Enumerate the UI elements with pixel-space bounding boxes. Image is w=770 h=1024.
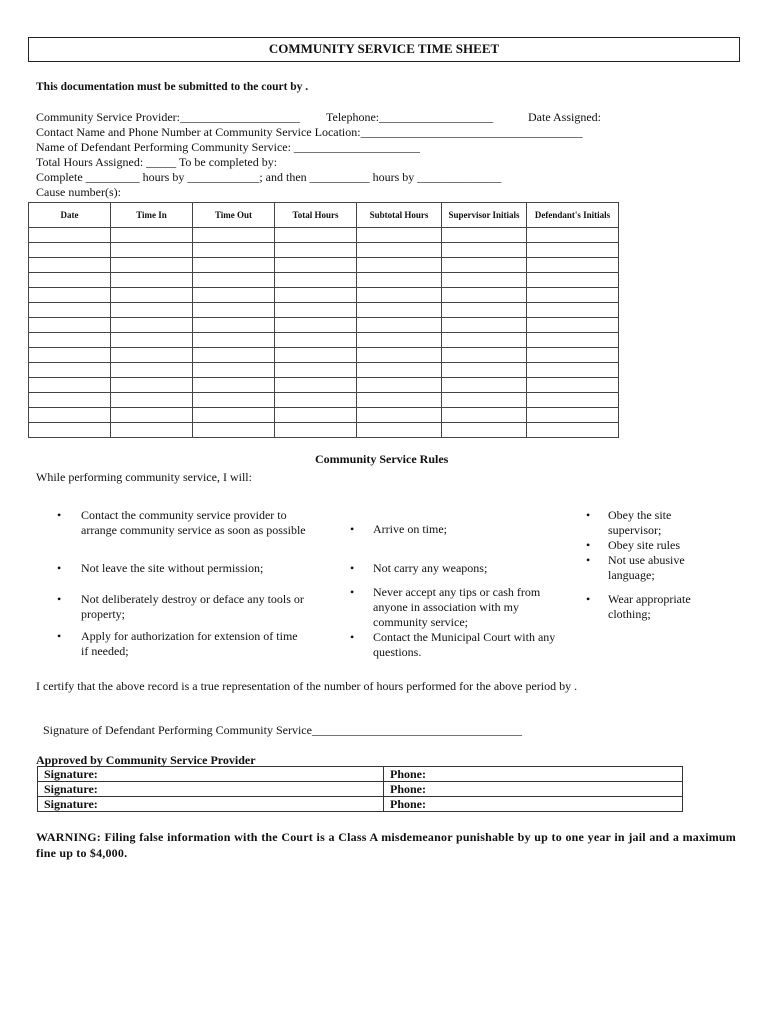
rule-text: Wear appropriate clothing; bbox=[608, 592, 691, 621]
rule-item bbox=[350, 585, 560, 630]
log-cell[interactable] bbox=[29, 288, 111, 303]
bullet-icon: • bbox=[350, 522, 355, 536]
log-cell[interactable] bbox=[275, 423, 357, 438]
log-cell[interactable] bbox=[29, 318, 111, 333]
log-cell[interactable] bbox=[275, 393, 357, 408]
log-cell[interactable] bbox=[442, 393, 527, 408]
header-time-out: Time Out bbox=[193, 203, 275, 228]
log-cell[interactable] bbox=[527, 303, 619, 318]
log-cell[interactable] bbox=[275, 378, 357, 393]
log-cell[interactable] bbox=[111, 288, 193, 303]
rule-text: Contact the community service provider to arrange community service as soon as possible bbox=[81, 508, 306, 537]
log-cell[interactable] bbox=[193, 288, 275, 303]
rule-item bbox=[586, 508, 706, 538]
log-cell[interactable] bbox=[357, 333, 442, 348]
header-subtotal-hours: Subtotal Hours bbox=[357, 203, 442, 228]
log-cell[interactable] bbox=[193, 408, 275, 423]
log-cell[interactable] bbox=[527, 258, 619, 273]
rule-text: Never accept any tips or cash from anyone in association with my community service; bbox=[373, 585, 541, 629]
submission-note: This documentation must be submitted to the court by . bbox=[36, 81, 309, 93]
log-cell[interactable] bbox=[527, 333, 619, 348]
hours-log-table bbox=[28, 202, 619, 438]
log-cell[interactable] bbox=[111, 393, 193, 408]
log-cell[interactable] bbox=[111, 423, 193, 438]
cause-number-field[interactable]: Cause number(s): bbox=[36, 185, 121, 199]
rule-item bbox=[586, 553, 706, 583]
signature-field[interactable]: Signature: bbox=[38, 767, 384, 782]
log-cell[interactable] bbox=[357, 303, 442, 318]
total-hours-field[interactable]: Total Hours Assigned: _____ To be completed by: bbox=[36, 155, 278, 169]
log-cell[interactable] bbox=[29, 408, 111, 423]
telephone-field[interactable]: Telephone:___________________ bbox=[326, 110, 494, 124]
log-cell[interactable] bbox=[275, 318, 357, 333]
table-row bbox=[29, 303, 619, 318]
bullet-icon: • bbox=[57, 629, 62, 643]
rule-text: Apply for authorization for extension of time if needed; bbox=[81, 629, 298, 658]
provider-approval-table bbox=[37, 766, 683, 812]
table-header-row bbox=[29, 203, 619, 228]
log-cell[interactable] bbox=[193, 348, 275, 363]
log-cell[interactable] bbox=[193, 243, 275, 258]
rule-item bbox=[586, 592, 706, 622]
bullet-icon: • bbox=[57, 592, 62, 606]
rule-text: Obey the site supervisor; bbox=[608, 508, 672, 537]
hours-log-body bbox=[29, 228, 619, 438]
log-cell[interactable] bbox=[29, 333, 111, 348]
log-cell[interactable] bbox=[111, 318, 193, 333]
rule-text: Not deliberately destroy or deface any tools or property; bbox=[81, 592, 304, 621]
signature-field[interactable]: Signature: bbox=[38, 797, 384, 812]
log-cell[interactable] bbox=[111, 378, 193, 393]
approval-heading: Approved by Community Service Provider bbox=[36, 753, 256, 767]
table-row bbox=[29, 423, 619, 438]
log-cell[interactable] bbox=[275, 303, 357, 318]
bullet-icon: • bbox=[57, 561, 62, 575]
log-cell[interactable] bbox=[357, 318, 442, 333]
log-cell[interactable] bbox=[29, 378, 111, 393]
header-supervisor-initials: Supervisor Initials bbox=[442, 203, 527, 228]
rule-item bbox=[586, 538, 706, 553]
table-row bbox=[29, 273, 619, 288]
log-cell[interactable] bbox=[193, 393, 275, 408]
log-cell[interactable] bbox=[193, 228, 275, 243]
log-cell[interactable] bbox=[442, 318, 527, 333]
log-cell[interactable] bbox=[193, 333, 275, 348]
header-total-hours: Total Hours bbox=[275, 203, 357, 228]
log-cell[interactable] bbox=[193, 378, 275, 393]
table-row bbox=[29, 333, 619, 348]
log-cell[interactable] bbox=[111, 228, 193, 243]
bullet-icon: • bbox=[586, 508, 591, 522]
certification-statement: I certify that the above record is a true representation of the number of hours performed for the above period by . bbox=[36, 679, 578, 693]
rule-item bbox=[57, 561, 307, 576]
table-row bbox=[38, 797, 683, 812]
log-cell[interactable] bbox=[527, 318, 619, 333]
header-date: Date bbox=[29, 203, 111, 228]
log-cell[interactable] bbox=[527, 288, 619, 303]
log-cell[interactable] bbox=[193, 258, 275, 273]
log-cell[interactable] bbox=[29, 258, 111, 273]
log-cell[interactable] bbox=[275, 228, 357, 243]
log-cell[interactable] bbox=[357, 378, 442, 393]
contact-field[interactable]: Contact Name and Phone Number at Community Service Location:_____________________________________ bbox=[36, 125, 583, 139]
log-cell[interactable] bbox=[527, 228, 619, 243]
log-cell[interactable] bbox=[442, 378, 527, 393]
log-cell[interactable] bbox=[442, 423, 527, 438]
log-cell[interactable] bbox=[111, 333, 193, 348]
table-row bbox=[29, 348, 619, 363]
warning-notice: WARNING: Filing false information with the Court is a Class A misdemeanor punishable by up to one year in jail and a maximum fine up to $4,000. bbox=[36, 830, 736, 860]
log-cell[interactable] bbox=[442, 408, 527, 423]
rule-text: Obey site rules bbox=[608, 538, 680, 552]
log-cell[interactable] bbox=[111, 363, 193, 378]
bullet-icon: • bbox=[350, 585, 355, 599]
log-cell[interactable] bbox=[442, 333, 527, 348]
rule-item bbox=[57, 629, 307, 659]
bullet-icon: • bbox=[586, 553, 591, 567]
log-cell[interactable] bbox=[29, 243, 111, 258]
log-cell[interactable] bbox=[357, 408, 442, 423]
log-cell[interactable] bbox=[527, 363, 619, 378]
bullet-icon: • bbox=[350, 561, 355, 575]
log-cell[interactable] bbox=[193, 303, 275, 318]
table-row bbox=[29, 393, 619, 408]
table-row bbox=[29, 408, 619, 423]
log-cell[interactable] bbox=[193, 363, 275, 378]
log-cell[interactable] bbox=[357, 423, 442, 438]
provider-field[interactable]: Community Service Provider:____________________ bbox=[36, 110, 300, 124]
log-cell[interactable] bbox=[357, 288, 442, 303]
table-row bbox=[38, 782, 683, 797]
log-cell[interactable] bbox=[111, 243, 193, 258]
log-cell[interactable] bbox=[442, 228, 527, 243]
log-cell[interactable] bbox=[357, 243, 442, 258]
log-cell[interactable] bbox=[111, 408, 193, 423]
log-cell[interactable] bbox=[357, 228, 442, 243]
log-cell[interactable] bbox=[275, 363, 357, 378]
log-cell[interactable] bbox=[29, 423, 111, 438]
table-row bbox=[29, 363, 619, 378]
log-cell[interactable] bbox=[275, 258, 357, 273]
log-cell[interactable] bbox=[442, 348, 527, 363]
log-cell[interactable] bbox=[193, 273, 275, 288]
log-cell[interactable] bbox=[527, 348, 619, 363]
phone-field[interactable]: Phone: bbox=[384, 782, 683, 797]
log-cell[interactable] bbox=[275, 243, 357, 258]
log-cell[interactable] bbox=[193, 318, 275, 333]
log-cell[interactable] bbox=[29, 303, 111, 318]
rule-text: Arrive on time; bbox=[373, 522, 447, 536]
header-defendant-initials: Defendant's Initials bbox=[527, 203, 619, 228]
log-cell[interactable] bbox=[193, 423, 275, 438]
log-cell[interactable] bbox=[442, 363, 527, 378]
table-row bbox=[29, 318, 619, 333]
document-title: COMMUNITY SERVICE TIME SHEET bbox=[28, 37, 740, 62]
log-cell[interactable] bbox=[275, 273, 357, 288]
log-cell[interactable] bbox=[275, 348, 357, 363]
log-cell[interactable] bbox=[357, 348, 442, 363]
log-cell[interactable] bbox=[29, 393, 111, 408]
log-cell[interactable] bbox=[357, 258, 442, 273]
bullet-icon: • bbox=[350, 630, 355, 644]
log-cell[interactable] bbox=[111, 273, 193, 288]
rule-item bbox=[57, 592, 307, 622]
log-cell[interactable] bbox=[111, 348, 193, 363]
date-assigned-field[interactable]: Date Assigned: bbox=[528, 110, 601, 124]
bullet-icon: • bbox=[57, 508, 62, 522]
rules-intro: While performing community service, I will: bbox=[36, 470, 252, 484]
rule-item bbox=[350, 561, 560, 576]
phone-field[interactable]: Phone: bbox=[384, 767, 683, 782]
log-cell[interactable] bbox=[527, 243, 619, 258]
complete-hours-field[interactable]: Complete _________ hours by ____________; and then __________ hours by ______________ bbox=[36, 170, 502, 184]
signature-field[interactable]: Signature: bbox=[38, 782, 384, 797]
log-cell[interactable] bbox=[29, 273, 111, 288]
log-cell[interactable] bbox=[111, 303, 193, 318]
rule-item bbox=[350, 630, 560, 660]
defendant-name-field[interactable]: Name of Defendant Performing Community Service: _____________________ bbox=[36, 140, 420, 154]
log-cell[interactable] bbox=[442, 243, 527, 258]
log-cell[interactable] bbox=[275, 288, 357, 303]
log-cell[interactable] bbox=[442, 258, 527, 273]
log-cell[interactable] bbox=[527, 408, 619, 423]
log-cell[interactable] bbox=[29, 228, 111, 243]
log-cell[interactable] bbox=[527, 423, 619, 438]
log-cell[interactable] bbox=[527, 393, 619, 408]
log-cell[interactable] bbox=[527, 378, 619, 393]
rule-text: Not carry any weapons; bbox=[373, 561, 488, 575]
log-cell[interactable] bbox=[29, 348, 111, 363]
table-row bbox=[38, 767, 683, 782]
bullet-icon: • bbox=[586, 592, 591, 606]
log-cell[interactable] bbox=[29, 363, 111, 378]
table-row bbox=[29, 258, 619, 273]
rule-item bbox=[57, 508, 307, 538]
rule-text: Contact the Municipal Court with any questions. bbox=[373, 630, 556, 659]
defendant-signature-line[interactable]: Signature of Defendant Performing Community Service___________________________________ bbox=[43, 723, 522, 737]
log-cell[interactable] bbox=[442, 273, 527, 288]
header-time-in: Time In bbox=[111, 203, 193, 228]
log-cell[interactable] bbox=[442, 303, 527, 318]
log-cell[interactable] bbox=[357, 273, 442, 288]
bullet-icon: • bbox=[586, 538, 591, 552]
rule-text: Not leave the site without permission; bbox=[81, 561, 264, 575]
table-row bbox=[29, 288, 619, 303]
log-cell[interactable] bbox=[357, 393, 442, 408]
table-row bbox=[29, 243, 619, 258]
log-cell[interactable] bbox=[275, 333, 357, 348]
log-cell[interactable] bbox=[442, 288, 527, 303]
log-cell[interactable] bbox=[527, 273, 619, 288]
log-cell[interactable] bbox=[111, 258, 193, 273]
phone-field[interactable]: Phone: bbox=[384, 797, 683, 812]
log-cell[interactable] bbox=[357, 363, 442, 378]
table-row bbox=[29, 378, 619, 393]
rules-heading: Community Service Rules bbox=[315, 452, 449, 466]
rule-text: Not use abusive language; bbox=[608, 553, 685, 582]
rule-item bbox=[350, 522, 560, 537]
table-row bbox=[29, 228, 619, 243]
log-cell[interactable] bbox=[275, 408, 357, 423]
